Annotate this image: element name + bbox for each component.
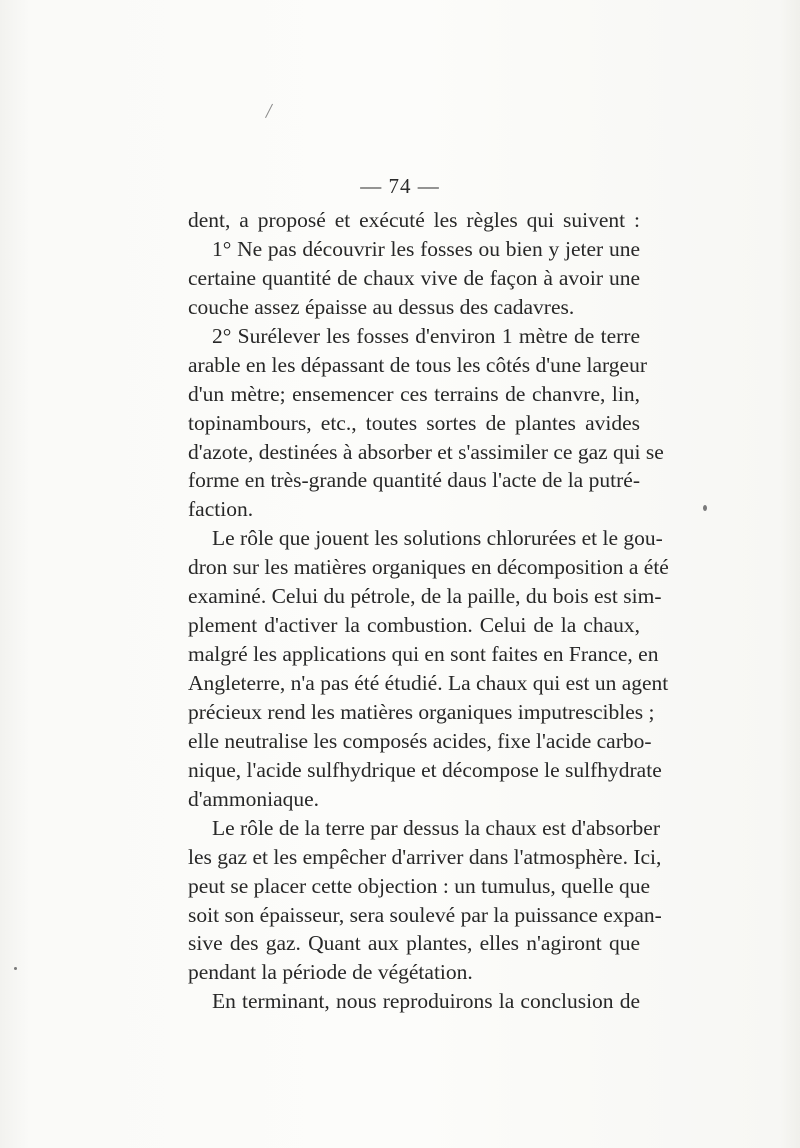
text-line: couche assez épaisse au dessus des cadavres. [188, 294, 575, 319]
text-line: précieux rend les matières organiques imputrescibles ; [188, 699, 655, 724]
text-line: plement d'activer la combustion. Celui de la chaux, [188, 613, 640, 638]
text-line: Angleterre, n'a pas été étudié. La chaux qui est un agent [188, 671, 669, 695]
text-line: Le rôle que jouent les solutions chlorurées et le gou- [212, 526, 663, 551]
text-line: examiné. Celui du pétrole, de la paille, du bois est sim- [188, 584, 662, 609]
text-line: arable en les dépassant de tous les côtés d'une largeur [188, 352, 647, 377]
text-line: pendant la période de végétation. [188, 960, 473, 985]
text-line: dent, a proposé et exécuté les règles qui suivent : [188, 208, 640, 232]
text-line: d'ammoniaque. [188, 786, 320, 811]
text-line: peut se placer cette objection : un tumulus, quelle que [188, 873, 651, 898]
text-line: d'azote, destinées à absorber et s'assimiler ce gaz qui se [188, 439, 664, 464]
text-line: dron sur les matières organiques en décomposition a été [188, 555, 669, 580]
ink-speck [14, 967, 17, 970]
text-line: 1° Ne pas découvrir les fosses ou bien y jeter une [212, 236, 640, 261]
body-text [188, 206, 669, 1016]
text-line: d'un mètre; ensemencer ces terrains de chanvre, lin, [188, 381, 640, 406]
text-line: les gaz et les empêcher d'arriver dans l'atmosphère. Ici, [188, 844, 662, 869]
text-line: 2° Surélever les fosses d'environ 1 mètre de terre [212, 323, 640, 348]
text-line: soit son épaisseur, sera soulevé par la puissance expan- [188, 902, 662, 927]
pencil-mark: / [264, 97, 274, 124]
text-line: certaine quantité de chaux vive de façon à avoir une [188, 265, 640, 290]
text-line: sive des gaz. Quant aux plantes, elles n'agiront que [188, 931, 640, 956]
text-line: forme en très-grande quantité daus l'acte de la putré- [188, 468, 640, 493]
text-line: nique, l'acide sulfhydrique et décompose le sulfhydrate [188, 757, 662, 782]
text-line: elle neutralise les composés acides, fixe l'acide carbo- [188, 728, 652, 753]
ink-speck [703, 505, 707, 511]
text-line: faction. [188, 497, 254, 522]
page-number: — 74 — [360, 174, 440, 198]
text-line: En terminant, nous reproduirons la conclusion de [212, 989, 640, 1014]
text-line: malgré les applications qui en sont faites en France, en [188, 642, 659, 667]
text-line: Le rôle de la terre par dessus la chaux est d'absorber [212, 815, 661, 840]
text-line: topinambours, etc., toutes sortes de plantes avides [188, 410, 640, 435]
